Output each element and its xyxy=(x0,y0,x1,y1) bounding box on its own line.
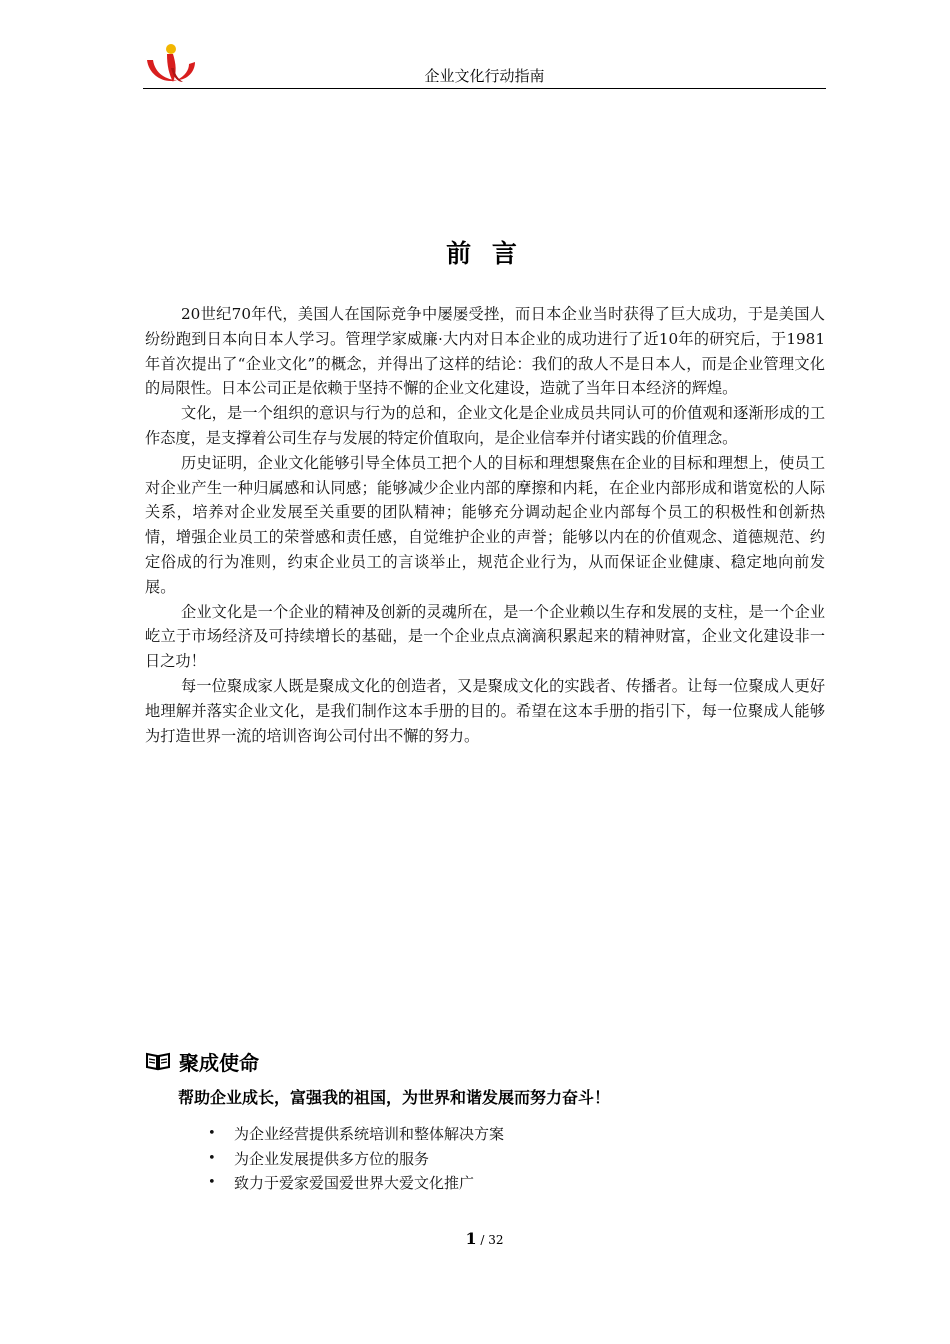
preface-body xyxy=(145,302,825,748)
preface-paragraph: 企业文化是一个企业的精神及创新的灵魂所在，是一个企业赖以生存和发展的支柱，是一个企业屹立于市场经济及可持续增长的基础，是一个企业点点滴滴积累起来的精神财富，企业文化建设非一日之功！ xyxy=(145,602,825,671)
bullet-icon: • xyxy=(208,1126,216,1141)
preface-paragraph: 历史证明，企业文化能够引导全体员工把个人的目标和理想聚焦在企业的目标和理想上，使员工对企业产生一种归属感和认同感；能够减少企业内部的摩擦和内耗，在企业内部形成和谐宽松的人际关系，培养对企业发展至关重要的团队精神；能够充分调动起企业内部每个员工的积极性和创新热情，增强企业员工的荣誉感和责任感，自觉维护企业的声誉；能够以内在的价值观念、道德规范、约定俗成的行为准则，约束企业员工的言谈举止，规范企业行为，从而保证企业健康、稳定地向前发展。 xyxy=(145,453,825,596)
open-book-icon xyxy=(145,1051,171,1071)
list-item xyxy=(208,1122,504,1147)
page-number xyxy=(143,1228,826,1251)
list-item-text: 致力于爱家爱国爱世界大爱文化推广 xyxy=(234,1174,475,1192)
bullet-icon: • xyxy=(208,1175,216,1190)
list-item-text: 为企业发展提供多方位的服务 xyxy=(234,1149,430,1168)
bullet-icon: • xyxy=(208,1150,216,1166)
page-current: 1 xyxy=(465,1229,477,1248)
page-separator: / xyxy=(476,1233,489,1247)
preface-paragraph: 文化，是一个组织的意识与行为的总和，企业文化是企业成员共同认可的价值观和逐渐形成的工作态度，是支撑着公司生存与发展的特定价值取向，是企业信奉并付诸实践的价值理念。 xyxy=(145,404,825,447)
list-item xyxy=(208,1171,504,1196)
mission-list xyxy=(208,1122,504,1196)
preface-title: 前 言 xyxy=(446,239,523,268)
document-header-title: 企业文化行动指南 xyxy=(424,67,545,85)
mission-slogan: 帮助企业成长，富强我的祖国，为世界和谐发展而努力奋斗！ xyxy=(178,1088,611,1107)
page-total: 32 xyxy=(488,1233,504,1247)
mission-heading-text: 聚成使命 xyxy=(179,1050,259,1075)
mission-heading xyxy=(145,1046,259,1076)
list-item-text: 为企业经营提供系统培训和整体解决方案 xyxy=(234,1125,505,1143)
list-item xyxy=(208,1147,504,1172)
preface-paragraph: 20世纪70年代，美国人在国际竞争中屡屡受挫，而日本企业当时获得了巨大成功，于是美国人纷纷跑到日本向日本人学习。管理学家威廉·大内对日本企业的成功进行了近10年的研究后，于1981年首次提出了“企业文化”的概念，并得出了这样的结论：我们的敌人不是日本人，而是企业管理文化的局限性。日本公司正是依赖于坚持不懈的企业文化建设，造就了当年日本经济的辉煌。 xyxy=(145,305,825,398)
preface-paragraph: 每一位聚成家人既是聚成文化的创造者，又是聚成文化的实践者、传播者。让每一位聚成人更好地理解并落实企业文化，是我们制作这本手册的目的。希望在这本手册的指引下，每一位聚成人能够为打造世界一流的培训咨询公司付出不懈的努力。 xyxy=(145,676,825,745)
header-divider xyxy=(143,88,826,89)
